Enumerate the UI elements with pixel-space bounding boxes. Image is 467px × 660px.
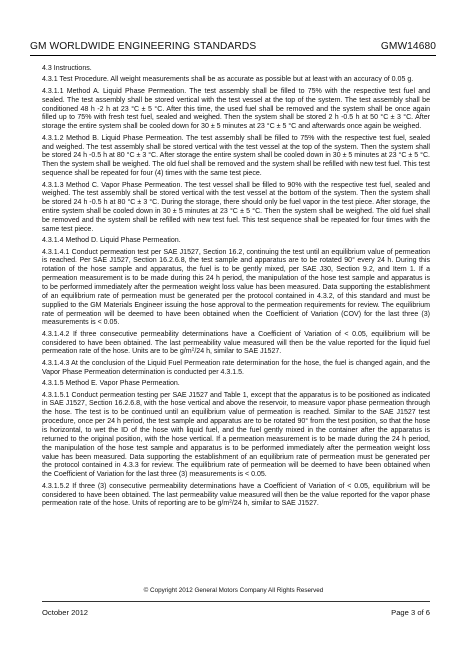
superscript: 2 — [191, 347, 195, 353]
header-doc-number: GMW14680 — [380, 41, 436, 52]
page-header — [30, 34, 436, 56]
page-footer — [42, 601, 430, 617]
paragraph-method-d-equilibrium — [42, 331, 430, 358]
section-heading-instructions: 4.3 Instructions. — [42, 65, 92, 72]
paragraph-method-c: 4.3.1.3 Method C. Vapor Phase Permeation. The test vessel shall be filled to 90% with the respective test fuel, sealed and weighed. The test assembly shall be stored vertical with the test vessel at the bottom of the system. Then the system shall be stored 24 h -0.5 h at 80 °C ± 3 °C. During the storage, there should only be fuel vapor in the test piece. After storage, the entire system shall be cooled down in 30 ± 5 minutes at 23 °C ± 5 °C. Then the system shall be weighed. The old fuel shall be removed and the system shall be refilled with new test fuel. This test sequence shall be repeated for four times with the same test piece. — [42, 181, 430, 233]
paragraph-method-a: 4.3.1.1 Method A. Liquid Phase Permeation. The test assembly shall be filled to 75% with the respective test fuel and sealed. The test assembly shall be stored vertical with the test vessel at the top of the system. The test assembly shall be conditioned 48 h -2 h at 23 °C ± 5 °C. After this time, the used fuel shall be removed and the system shall be once again filled up to 75% with fresh test fuel, sealed and weighed. Then the system shall be stored 2 h -0.5 h at 50 °C ± 3 °C. After storage the entire system shall be cooled down for 30 ± 5 minutes at 23 °C ± 5 °C and afterwards once again be weighed. — [42, 87, 430, 131]
paragraph-method-e-equilibrium — [42, 483, 430, 510]
text-segment: /24 h, similar to SAE J1527. — [231, 500, 319, 508]
document-body — [42, 65, 430, 512]
heading-method-e: 4.3.1.5 Method E. Vapor Phase Permeation. — [42, 380, 180, 388]
heading-method-d: 4.3.1.4 Method D. Liquid Phase Permeation. — [42, 237, 181, 245]
paragraph-method-e-conduct: 4.3.1.5.1 Conduct permeation testing per SAE J1527 and Table 1, except that the apparatus is to be positioned as indicated in SAE J1527, Section 16.2.6.8, with the hose vertical and above the reservoir, to measure vapor phase permeation through the hose. The test is to be continued until an equilibrium value of permeation is reached. Similar to the SAE J1527 test procedure, once per 24 h period, the test sample and apparatus are to be rotated 90° from the test position, so that the hose is horizontal, to wet the ID of the hose with liquid fuel, and the fuel gently mixed in the container after the apparatus is returned to the original position, with the hose vertical. If a permeation measurement is to be made during the 24 h period, the manipulation of the hose test sample and apparatus is to be performed immediately after the permeation weight loss value has been measured. Data supporting the establishment of an equilibrium rate of permeation must be generated per the protocol contained in 4.3.3 for review. The equilibrium rate of permeation will be deemed to have been obtained when the Coefficient of Variation for the last three (3) measurements is < 0.05. — [42, 391, 430, 479]
text-segment: /24 h, similar to SAE J1527. — [194, 348, 282, 356]
text-segment: 4.3.1.4.2 If three consecutive permeability determinations have a Coefficient of Variation of < 0.05, equilibrium will be considered to have been obtained. The last permeability value measured will then be the value reported for the liquid fuel permeation rate of the hose. Units are to be g/m — [42, 330, 430, 356]
paragraph-method-d-conduct: 4.3.1.4.1 Conduct permeation test per SAE J1527, Section 16.2, continuing the test until an equilibrium value of permeation is reached. Per SAE J1527, Section 16.2.6.8, the test sample and apparatus are to be rotated 90° every 24 h. During this rotation of the hose sample and apparatus, the fuel is to be gently mixed, per SAE J30, Section 9.2, and Item 1. If a permeation measurement is to be made during this 24 h period, the manipulation of the hose test sample and apparatus is to be performed immediately after the permeation weight loss value has been measured. Data supporting the establishment of an equilibrium rate of permeation must be generated per the protocol contained in 4.3.2, of this standard and must be supplied to the GM Materials Engineer issuing the hose approval to the permeation requirements for review. The equilibrium rate of permeation will be deemed to have been obtained when the Coefficient of Variation (COV) for the last three (3) measurements is < 0.05. — [42, 248, 430, 327]
paragraph-method-b: 4.3.1.2 Method B. Liquid Phase Permeation. The test assembly shall be filled to 75% with the respective test fuel, sealed and weighed. The test assembly shall be stored vertical with the test vessel at the top of the system. Then the system shall be stored 24 h -0.5 h at 80 °C ± 3 °C. After storage the entire system shall be cooled down in 30 ± 5 minutes at 23 °C ± 5 °C. Then the system shall be weighed. The old fuel shall be removed and the system shall be refilled with new test fuel. This test sequence shall be repeated for four (4) times with the same test piece. — [42, 134, 430, 178]
copyright-notice: © Copyright 2012 General Motors Company All Rights Reserved — [143, 587, 324, 594]
header-title: GM WORLDWIDE ENGINEERING STANDARDS — [30, 41, 257, 52]
footer-date: October 2012 — [42, 608, 89, 617]
text-segment: 4.3.1.5.2 If three (3) consecutive permeability determinations have a Coefficient of Variation of < 0.05, equilibrium will be considered to have been obtained. The last permeability value measured will then be the value reported for the vapor phase permeation rate of the hose. Units of reporting are to be g/m — [42, 482, 430, 508]
paragraph-test-procedure: 4.3.1 Test Procedure. All weight measurements shall be as accurate as possible but at least with an accuracy of 0.05 g. — [42, 76, 414, 84]
paragraph-method-d-conclusion: 4.3.1.4.3 At the conclusion of the Liquid Fuel Permeation rate determination for the hose, the fuel is changed again, and the Vapor Phase Permeation determination is conducted per 4.3.1.5. — [42, 359, 430, 376]
superscript: 2 — [229, 499, 232, 505]
footer-page-number: Page 3 of 6 — [391, 608, 430, 617]
